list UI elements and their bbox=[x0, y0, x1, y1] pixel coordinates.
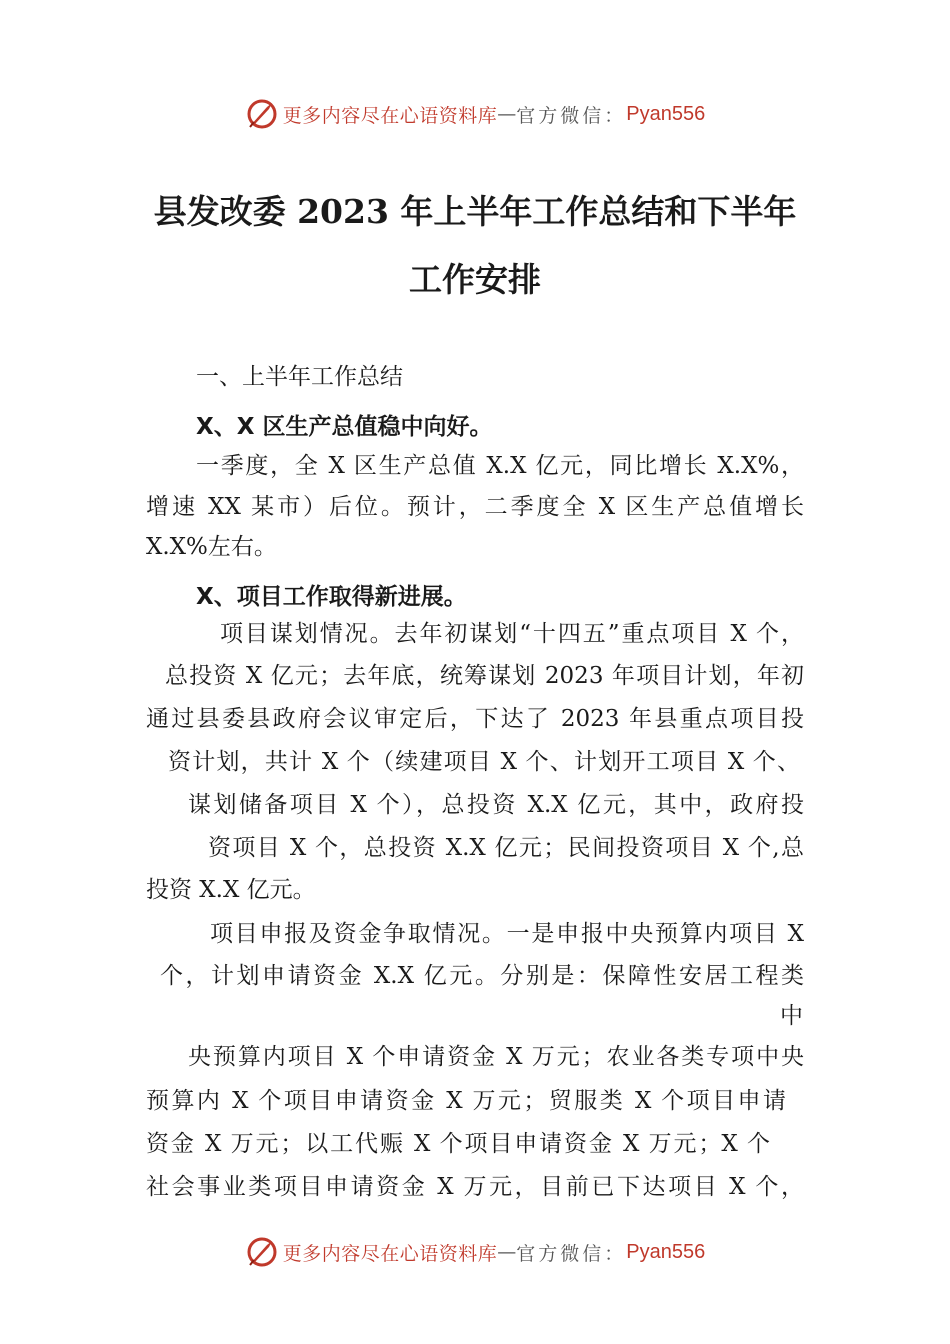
watermark-separator: — bbox=[497, 103, 517, 125]
quill-logo-icon bbox=[245, 97, 279, 131]
paragraph-line: 中 bbox=[780, 1003, 803, 1029]
paragraph-line: 项目申报及资金争取情况。一是申报中央预算内项目 X bbox=[210, 921, 804, 947]
paragraph-line: 资金 X 万元；以工代赈 X 个项目申请资金 X 万元；X 个 bbox=[146, 1131, 770, 1157]
paragraph-line: 资计划，共计 X 个（续建项目 X 个、计划开工项目 X 个、 bbox=[168, 749, 800, 775]
watermark-text: 更多内容尽在心语资料库 bbox=[282, 104, 498, 127]
paragraph-line: 资项目 X 个，总投资 X.X 亿元；民间投资项目 X 个,总 bbox=[208, 835, 805, 861]
watermark-text: 更多内容尽在心语资料库 bbox=[282, 1242, 498, 1265]
watermark-header bbox=[0, 94, 950, 134]
section-heading: 一、上半年工作总结 bbox=[196, 364, 403, 390]
paragraph-line: 社会事业类项目申请资金 X 万元，目前已下达项目 X 个， bbox=[146, 1174, 804, 1200]
quill-logo-icon bbox=[245, 1235, 279, 1269]
paragraph-line: 预算内 X 个项目申请资金 X 万元；贸服类 X 个项目申请 bbox=[146, 1088, 786, 1114]
paragraph-line: 总投资 X 亿元；去年底，统筹谋划 2023 年项目计划，年初 bbox=[165, 663, 804, 689]
subheading-projects: X、项目工作取得新进展。 bbox=[196, 584, 467, 610]
paragraph-line: 增速 XX 某市）后位。预计，二季度全 X 区生产总值增长 bbox=[146, 494, 804, 520]
paragraph-line: X.X%左右。 bbox=[146, 534, 277, 560]
paragraph-line: 投资 X.X 亿元。 bbox=[146, 877, 316, 903]
watermark-wechat-id: Pyan556 bbox=[626, 102, 706, 125]
paragraph-line: 通过县委县政府会议审定后，下达了 2023 年县重点项目投 bbox=[146, 706, 804, 732]
watermark-footer bbox=[0, 1232, 950, 1272]
paragraph-line: 项目谋划情况。去年初谋划“十四五”重点项目 X 个， bbox=[220, 621, 804, 647]
subheading-gdp: X、X 区生产总值稳中向好。 bbox=[196, 414, 493, 440]
paragraph-line: 央预算内项目 X 个申请资金 X 万元；农业各类专项中央 bbox=[188, 1044, 804, 1070]
watermark-official-label: 官方微信： bbox=[516, 104, 627, 127]
paragraph-line: 谋划储备项目 X 个），总投资 X.X 亿元，其中，政府投 bbox=[188, 792, 804, 818]
watermark-separator: — bbox=[497, 1241, 517, 1263]
page-title-line-2: 工作安排 bbox=[409, 260, 541, 299]
watermark-official-label: 官方微信： bbox=[516, 1242, 627, 1265]
page-title-line-1: 县发改委 2023 年上半年工作总结和下半年 bbox=[153, 192, 797, 231]
watermark-wechat-id: Pyan556 bbox=[626, 1240, 706, 1263]
paragraph-line: 个，计划申请资金 X.X 亿元。分别是：保障性安居工程类 bbox=[160, 963, 804, 989]
paragraph-line: 一季度，全 X 区生产总值 X.X 亿元，同比增长 X.X%， bbox=[196, 453, 804, 479]
